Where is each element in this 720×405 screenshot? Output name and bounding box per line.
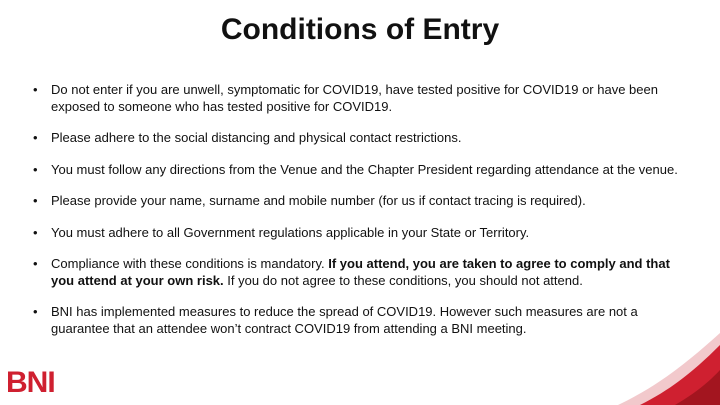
condition-item <box>29 225 689 242</box>
condition-text: Please provide your name, surname and mobile number (for us if contact tracing is required). <box>51 193 586 208</box>
condition-text: BNI has implemented measures to reduce the spread of COVID19. However such measures are not a guarantee that an attendee won’t contract COVID19 from attending a BNI meeting. <box>51 304 638 336</box>
condition-text: Compliance with these conditions is mandatory. <box>51 256 329 271</box>
conditions-list <box>29 82 689 352</box>
condition-text: Do not enter if you are unwell, symptomatic for COVID19, have tested positive for COVID19 or have been exposed to someone who has tested positive for COVID19. <box>51 82 658 114</box>
slide-title: Conditions of Entry <box>220 13 500 46</box>
condition-item <box>29 130 689 147</box>
bni-logo <box>6 366 55 400</box>
condition-item <box>29 193 689 210</box>
red-swoosh-decoration <box>580 315 720 405</box>
condition-item <box>29 162 689 179</box>
bni-logo-text: BNI <box>6 366 55 399</box>
condition-text-bold: If you attend, you are taken to agree to comply and that you attend at your own risk. <box>51 256 670 288</box>
condition-text: You must follow any directions from the Venue and the Chapter President regarding attendance at the venue. <box>51 161 678 177</box>
condition-text: You must adhere to all Government regulations applicable in your State or Territory. <box>51 224 530 240</box>
condition-item <box>29 82 689 115</box>
condition-item <box>29 256 689 289</box>
condition-text: If you do not agree to these conditions, you should not attend. <box>223 272 583 288</box>
condition-text: Please adhere to the social distancing and physical contact restrictions. <box>51 130 462 145</box>
